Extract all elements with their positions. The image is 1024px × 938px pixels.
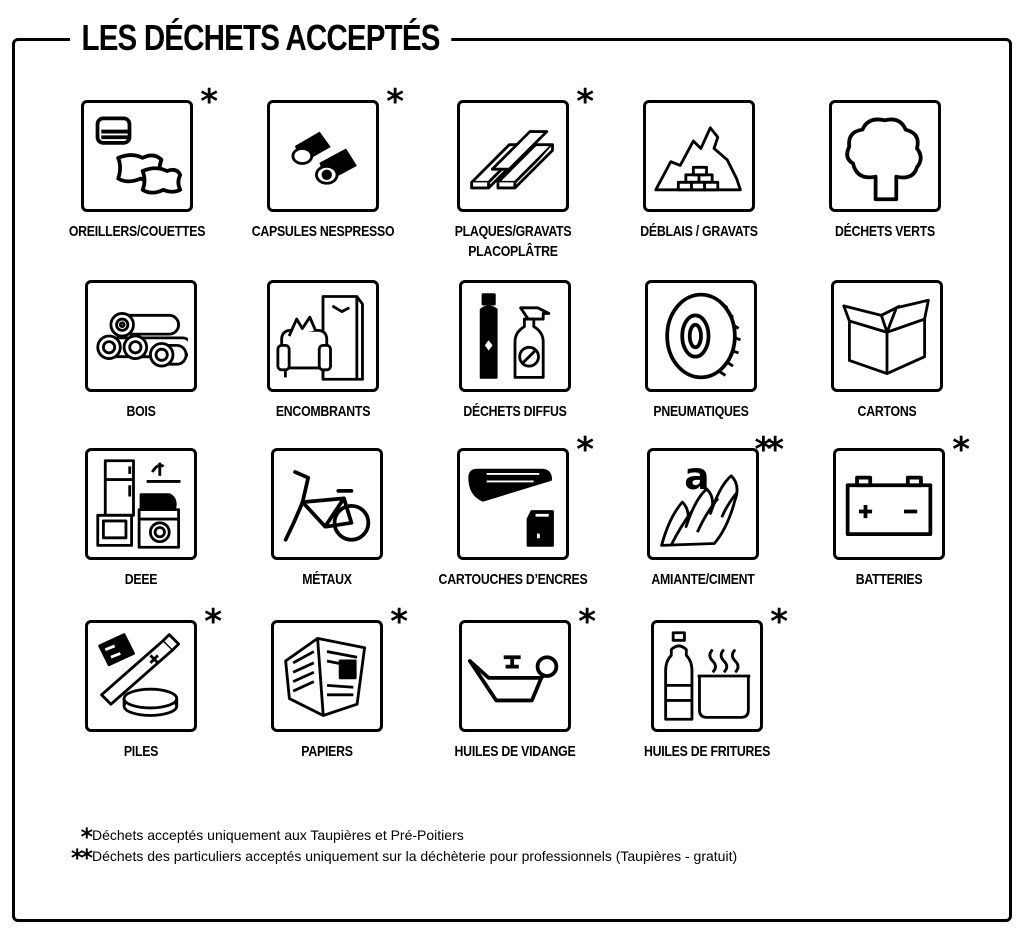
item-label: PAPIERS — [301, 743, 353, 760]
cardboard-box-icon — [840, 289, 934, 383]
tire-icon — [654, 289, 748, 383]
asterisk-mark: * — [576, 82, 588, 122]
asbestos-sheet-icon — [656, 457, 750, 551]
waste-item — [790, 100, 980, 242]
frying-oil-icon — [660, 629, 754, 723]
waste-item — [228, 280, 418, 422]
icon-box — [457, 430, 588, 560]
item-label: DÉCHETS VERTS — [834, 223, 935, 240]
ink-cartridge-icon — [466, 457, 560, 551]
icon-box — [85, 448, 197, 560]
item-label: HUILES DE FRITURES — [643, 743, 771, 760]
page-title: LES DÉCHETS ACCEPTÉS — [70, 14, 451, 62]
item-label: BATTERIES — [855, 571, 923, 588]
icon-box — [833, 430, 964, 560]
asterisk-mark: * — [204, 602, 216, 642]
waste-item — [420, 280, 610, 422]
icon-box — [651, 602, 782, 732]
waste-item — [612, 602, 802, 762]
car-battery-icon — [842, 457, 936, 551]
icon-box — [271, 448, 383, 560]
asterisk-mark: ** — [754, 430, 778, 470]
oil-can-icon — [468, 629, 562, 723]
waste-item — [46, 280, 236, 422]
plasterboard-icon — [466, 109, 560, 203]
waste-item — [232, 602, 422, 762]
icon-box — [267, 280, 379, 392]
asterisk-mark: * — [576, 430, 588, 470]
icon-box — [81, 82, 212, 212]
waste-item — [604, 100, 794, 242]
asterisk-mark: * — [578, 602, 590, 642]
asterisk-mark: * — [952, 430, 964, 470]
legend-text: Déchets acceptés uniquement aux Taupières et Pré-Poitiers — [92, 827, 464, 843]
item-label: ENCOMBRANTS — [275, 403, 371, 420]
appliances-icon — [94, 457, 188, 551]
item-label: BOIS — [126, 403, 156, 420]
legend-line — [48, 844, 738, 872]
item-label: OREILLERS/COUETTES — [68, 223, 206, 240]
icon-box — [831, 280, 943, 392]
item-label: PNEUMATIQUES — [653, 403, 749, 420]
icon-box — [643, 100, 755, 212]
waste-item — [792, 280, 982, 422]
double-asterisk-mark: ** — [70, 844, 90, 872]
item-label: DEEE — [124, 571, 158, 588]
svg-text:a: a — [684, 457, 710, 498]
asterisk-mark: * — [80, 823, 90, 851]
waste-item — [420, 602, 610, 762]
waste-item — [42, 82, 232, 242]
asterisk-mark: * — [200, 82, 212, 122]
item-label: CAPSULES NESPRESSO — [251, 223, 395, 240]
item-label: MÉTAUX — [302, 571, 352, 588]
icon-box — [459, 602, 590, 732]
asterisk-mark: * — [390, 602, 402, 642]
logs-icon — [94, 289, 188, 383]
item-label: PLAQUES/GRAVATS PLACOPLÂTRE — [454, 223, 572, 260]
rubble-icon — [652, 109, 746, 203]
newspaper-icon — [280, 629, 374, 723]
item-label: PILES — [123, 743, 159, 760]
batteries-icon — [94, 629, 188, 723]
waste-item — [46, 448, 236, 590]
icon-box — [85, 280, 197, 392]
waste-item — [418, 82, 608, 262]
item-label: CARTOUCHES D’ENCRES — [438, 571, 588, 588]
asterisk-mark: * — [386, 82, 398, 122]
furniture-icon — [276, 289, 370, 383]
waste-item — [418, 430, 608, 590]
waste-item — [608, 430, 798, 590]
chemical-bottles-icon — [468, 289, 562, 383]
legend-text: Déchets des particuliers acceptés uniquement sur la déchèterie pour professionnels (Taupières - gratuit) — [92, 848, 738, 864]
waste-item — [606, 280, 796, 422]
icon-box — [457, 82, 588, 212]
icon-box — [85, 602, 216, 732]
icon-box — [829, 100, 941, 212]
waste-item — [46, 602, 236, 762]
asterisk-mark: * — [770, 602, 782, 642]
icon-box — [267, 82, 398, 212]
item-label: HUILES DE VIDANGE — [454, 743, 576, 760]
pillow-icon — [90, 109, 184, 203]
bicycle-icon — [280, 457, 374, 551]
icon-box — [459, 280, 571, 392]
item-label: CARTONS — [857, 403, 917, 420]
tree-icon — [838, 109, 932, 203]
item-label: AMIANTE/CIMENT — [651, 571, 755, 588]
icon-box — [645, 280, 757, 392]
waste-item — [228, 82, 418, 242]
legend-line — [48, 823, 464, 851]
item-label: DÉCHETS DIFFUS — [463, 403, 567, 420]
waste-item — [232, 448, 422, 590]
icon-box — [647, 430, 778, 560]
icon-box — [271, 602, 402, 732]
waste-item — [794, 430, 984, 590]
item-label: DÉBLAIS / GRAVATS — [640, 223, 758, 240]
capsule-icon — [276, 109, 370, 203]
